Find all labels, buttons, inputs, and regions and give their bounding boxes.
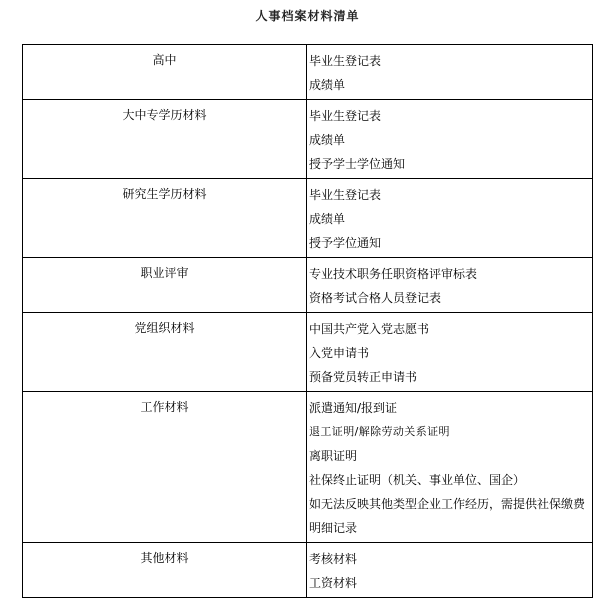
category-cell: 工作材料 (23, 392, 307, 543)
list-item: 派遣通知/报到证 (309, 401, 398, 415)
items-cell (307, 45, 593, 100)
items-cell (307, 179, 593, 258)
table-row (23, 313, 593, 392)
list-item: 毕业生登记表 (309, 54, 382, 68)
category-cell: 大中专学历材料 (23, 100, 307, 179)
table-row (23, 392, 593, 543)
list-item: 退工证明/解除劳动关系证明 (309, 425, 450, 438)
category-cell: 其他材料 (23, 543, 307, 598)
list-item: 资格考试合格人员登记表 (309, 291, 442, 305)
list-item: 成绩单 (309, 78, 346, 92)
list-item: 中国共产党入党志愿书 (309, 322, 430, 336)
list-item: 毕业生登记表 (309, 188, 382, 202)
category-cell: 研究生学历材料 (23, 179, 307, 258)
items-cell (307, 258, 593, 313)
items-cell (307, 392, 593, 543)
category-cell: 职业评审 (23, 258, 307, 313)
list-item: 工资材料 (309, 576, 358, 590)
list-item: 成绩单 (309, 212, 346, 226)
list-item: 预备党员转正申请书 (309, 370, 418, 384)
table-row (23, 543, 593, 598)
category-cell: 高中 (23, 45, 307, 100)
table-row (23, 258, 593, 313)
list-item: 授予学士学位通知 (309, 157, 406, 171)
records-table (22, 44, 593, 598)
list-item: 专业技术职务任职资格评审标表 (309, 267, 478, 281)
table-row (23, 45, 593, 100)
table-row (23, 179, 593, 258)
list-item: 社保终止证明（机关、事业单位、国企） (309, 473, 526, 487)
document-title: 人事档案材料清单 (255, 9, 360, 23)
list-item: 入党申请书 (309, 346, 370, 360)
table-row (23, 100, 593, 179)
items-cell (307, 313, 593, 392)
list-item: 离职证明 (309, 449, 358, 463)
list-item: 毕业生登记表 (309, 109, 382, 123)
items-cell (307, 543, 593, 598)
list-item: 考核材料 (309, 552, 358, 566)
items-cell (307, 100, 593, 179)
list-item: 如无法反映其他类型企业工作经历，需提供社保缴费明细记录 (309, 497, 586, 535)
category-cell: 党组织材料 (23, 313, 307, 392)
list-item: 授予学位通知 (309, 236, 382, 250)
list-item: 成绩单 (309, 133, 346, 147)
